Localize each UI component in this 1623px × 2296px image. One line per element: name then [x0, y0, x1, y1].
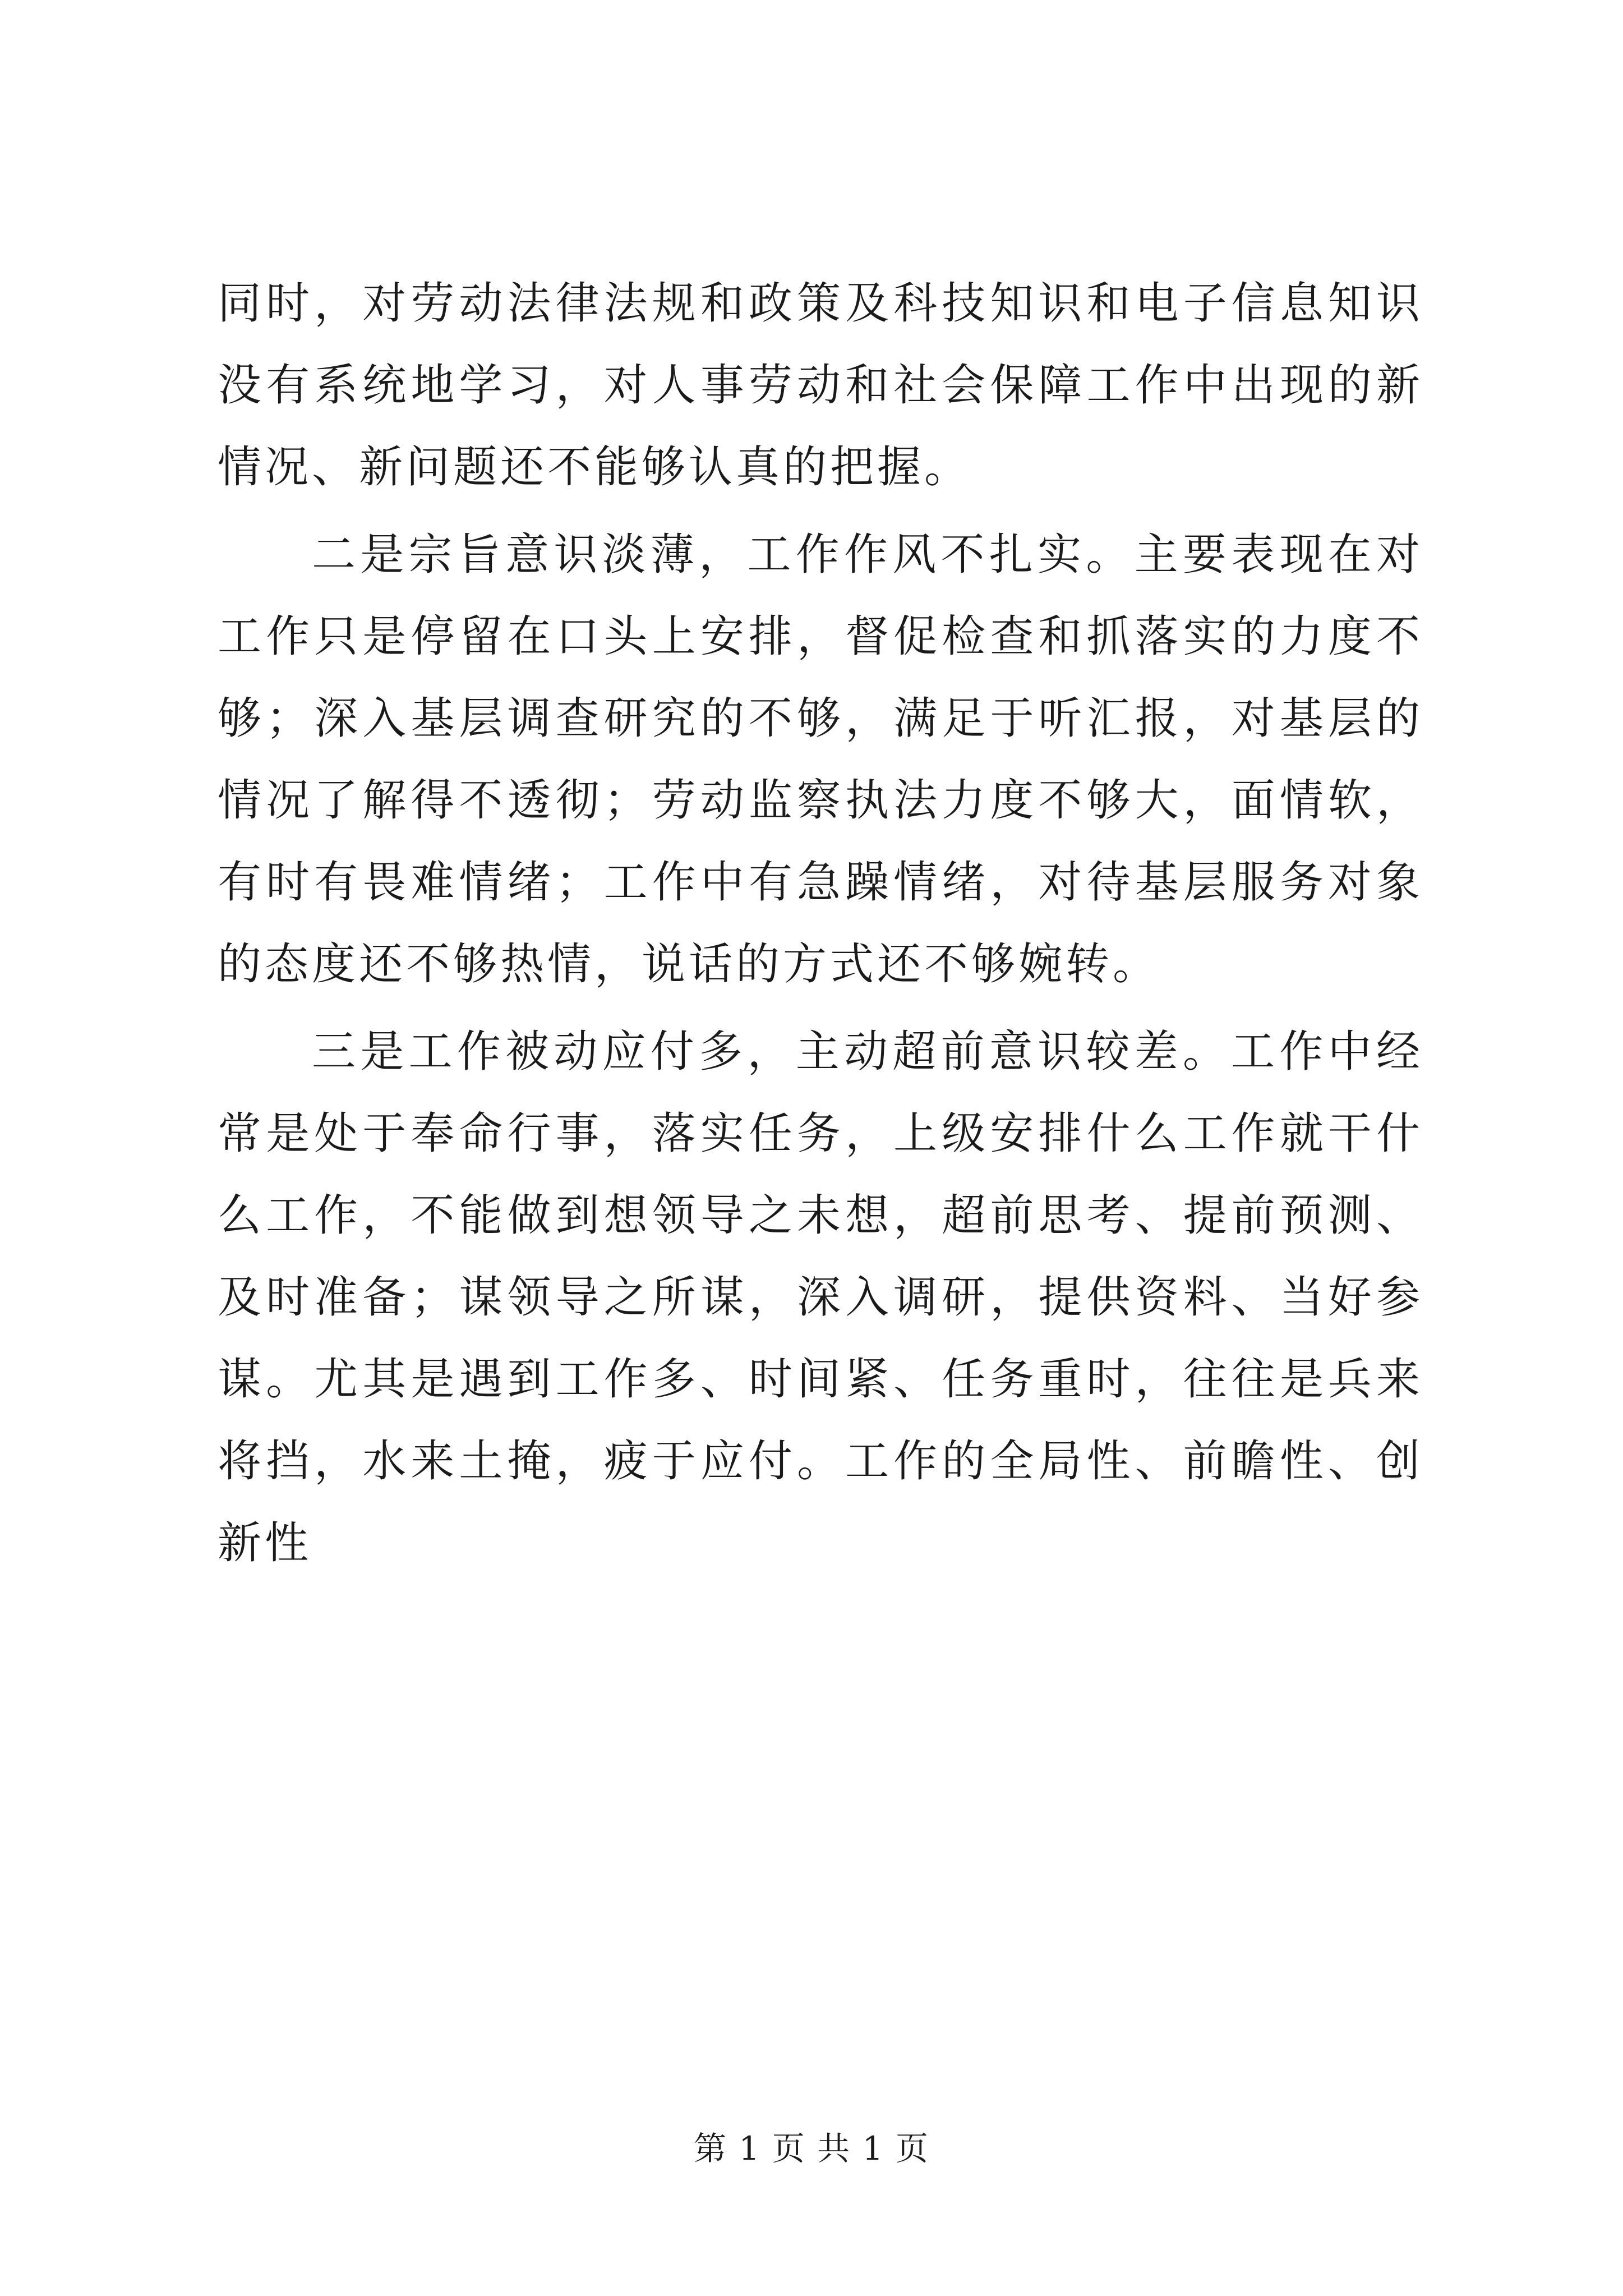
paragraph-1: 同时，对劳动法律法规和政策及科技知识和电子信息知识没有系统地学习，对人事劳动和社会保障工作中出现的新情况、新问题还不能够认真的把握。: [218, 278, 1423, 493]
paragraph-2: 二是宗旨意识淡薄，工作作风不扎实。主要表现在对工作只是停留在口头上安排，督促检查和抓落实的力度不够；深入基层调查研究的不够，满足于听汇报，对基层的情况了解得不透彻；劳动监察执法力度不够大，面情软，有时有畏难情绪；工作中有急躁情绪，对待基层服务对象的态度还不够热情，说话的方式还不够婉转。: [218, 530, 1423, 990]
document-body: [218, 263, 1423, 1590]
paragraph-3: 三是工作被动应付多，主动超前意识较差。工作中经常是处于奉命行事，落实任务，上级安排什么工作就干什么工作，不能做到想领导之未想，超前思考、提前预测、及时准备；谋领导之所谋，深入调研，提供资料、当好参谋。尤其是遇到工作多、时间紧、任务重时，往往是兵来将挡，水来土掩，疲于应付。工作的全局性、前瞻性、创新性: [218, 1027, 1423, 1568]
page-number-footer: 第 1 页 共 1 页: [694, 2129, 929, 2168]
